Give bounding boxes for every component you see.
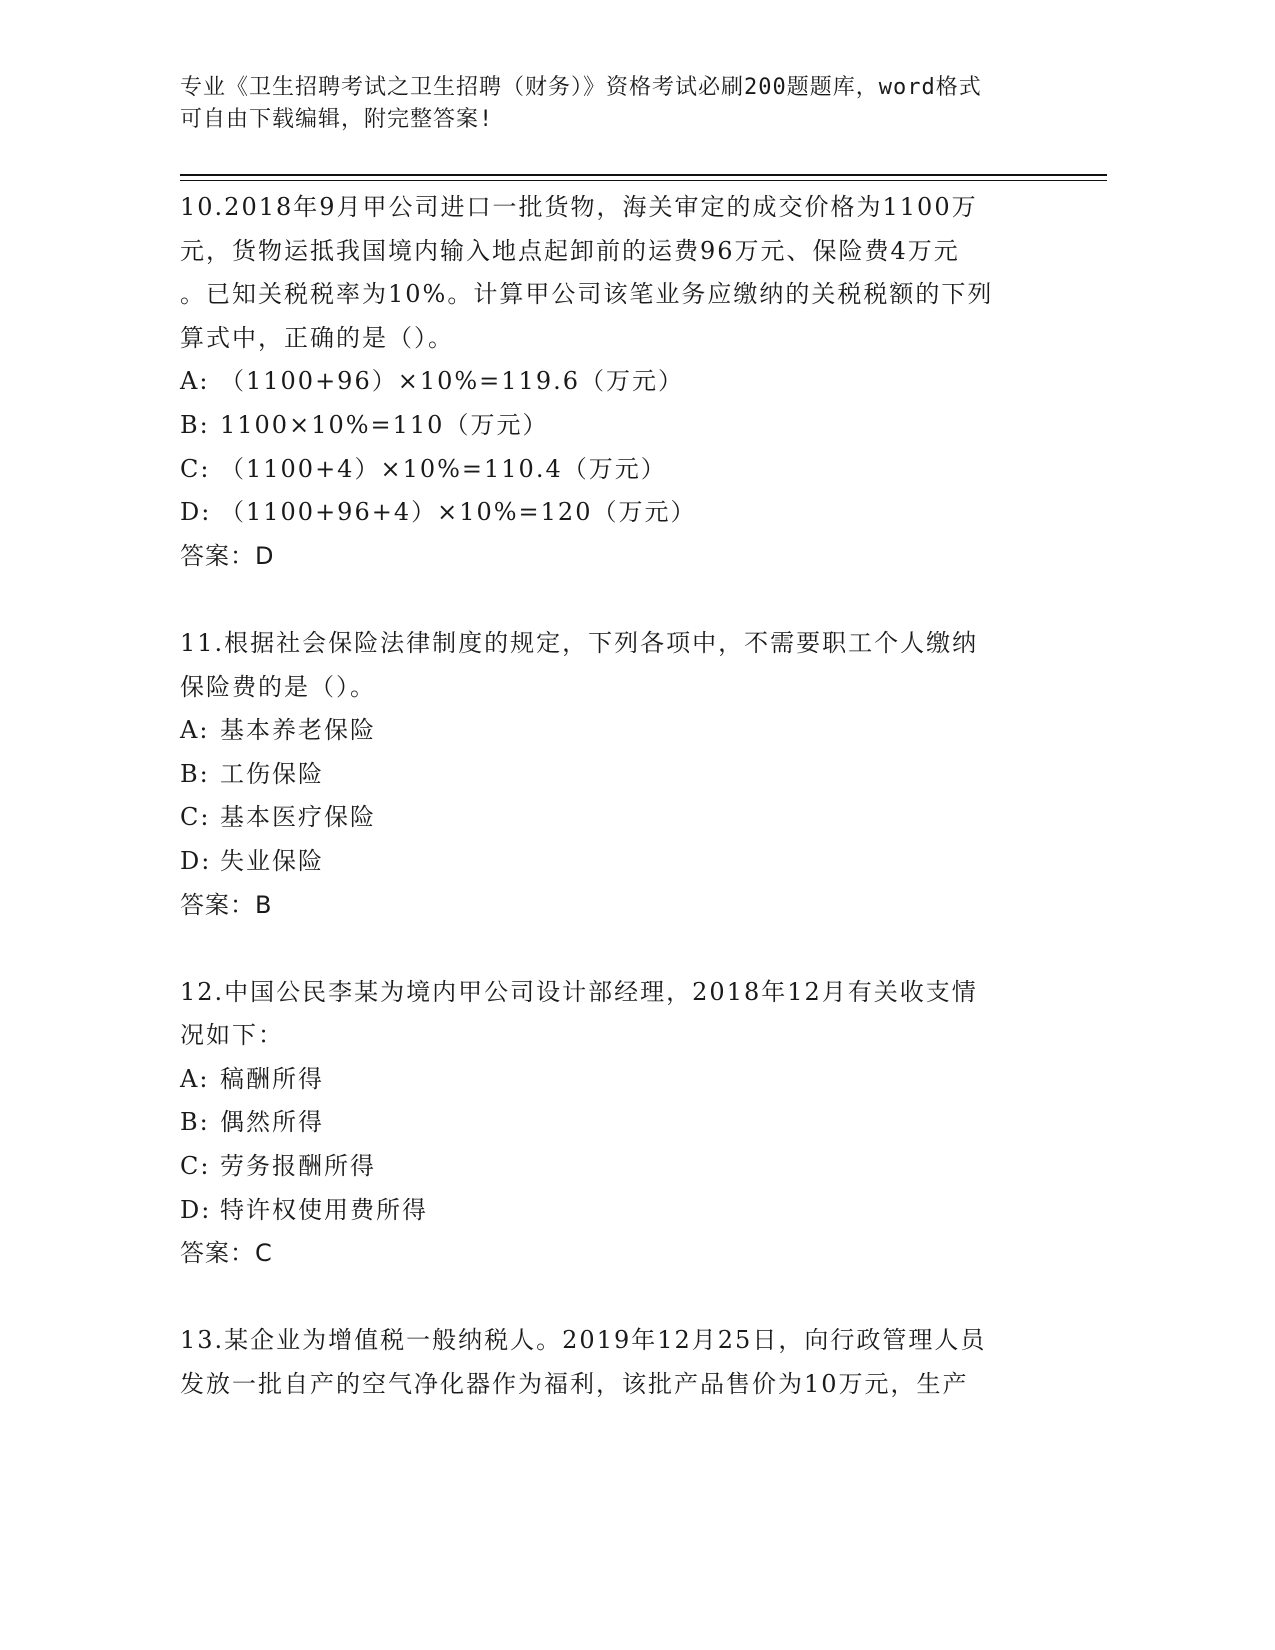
option-letter: C: [180,803,211,832]
question-10 [180,186,1040,578]
option-text: 劳务报酬所得 [220,1152,376,1181]
option-letter: D: [180,1195,212,1224]
option-b [180,404,1040,448]
option-letter: A: [180,716,210,745]
option-letter: A: [180,367,210,396]
option-letter: B: [180,410,210,439]
question-stem-line: 况如下： [180,1021,284,1050]
answer-line: 答案：D [180,541,275,570]
header-line-1: 专业《卫生招聘考试之卫生招聘（财务）》资格考试必刷200题题库，word格式 [180,75,982,100]
question-stem-line: 12.中国公民李某为境内甲公司设计部经理，2018年12月有关收支情 [180,977,978,1006]
document-header [180,72,1060,136]
option-d [180,491,1040,535]
header-divider-thick [180,174,1107,176]
question-list [180,186,1040,1407]
option-d [180,840,1040,884]
option-text: 工伤保险 [220,759,324,788]
option-b [180,753,1040,797]
option-text: 稿酬所得 [220,1064,324,1093]
option-letter: B: [180,759,210,788]
question-13 [180,1319,1040,1406]
option-letter: D: [180,846,212,875]
answer-line: 答案：B [180,890,273,919]
option-text: 基本养老保险 [220,716,376,745]
option-text: 失业保险 [220,846,324,875]
question-stem-line: 。已知关税税率为10%。计算甲公司该笔业务应缴纳的关税税额的下列 [180,280,994,309]
question-stem-line: 发放一批自产的空气净化器作为福利，该批产品售价为10万元，生产 [180,1370,969,1399]
question-stem-line: 13.某企业为增值税一般纳税人。2019年12月25日，向行政管理人员 [180,1326,987,1355]
question-stem-line: 保险费的是（）。 [180,672,376,701]
option-d [180,1189,1040,1233]
question-stem-line: 11.根据社会保险法律制度的规定，下列各项中，不需要职工个人缴纳 [180,628,979,657]
option-text: 1100×10%=110（万元） [220,410,549,439]
option-c [180,796,1040,840]
option-text: （1100+4）×10%=110.4（万元） [220,454,667,483]
option-a [180,709,1040,753]
question-12 [180,971,1040,1276]
question-stem-line: 元，货物运抵我国境内输入地点起卸前的运费96万元、保险费4万元 [180,236,960,265]
option-c [180,1145,1040,1189]
question-11 [180,622,1040,927]
option-letter: D: [180,498,212,527]
question-stem-line: 算式中，正确的是（）。 [180,323,454,352]
option-text: （1100+96）×10%=119.6（万元） [220,367,684,396]
option-text: 基本医疗保险 [220,803,376,832]
option-text: 特许权使用费所得 [220,1195,428,1224]
header-divider-thin [180,180,1107,181]
question-stem-line: 10.2018年9月甲公司进口一批货物，海关审定的成交价格为1100万 [180,193,978,221]
header-line-2: 可自由下载编辑，附完整答案! [180,107,494,132]
option-a [180,1058,1040,1102]
option-b [180,1101,1040,1145]
option-text: （1100+96+4）×10%=120（万元） [220,498,697,527]
option-letter: C: [180,454,211,483]
option-c [180,448,1040,492]
option-letter: A: [180,1064,210,1093]
option-text: 偶然所得 [220,1108,324,1137]
option-letter: B: [180,1108,210,1137]
answer-line: 答案：C [180,1239,273,1268]
option-letter: C: [180,1152,211,1181]
option-a [180,360,1040,404]
